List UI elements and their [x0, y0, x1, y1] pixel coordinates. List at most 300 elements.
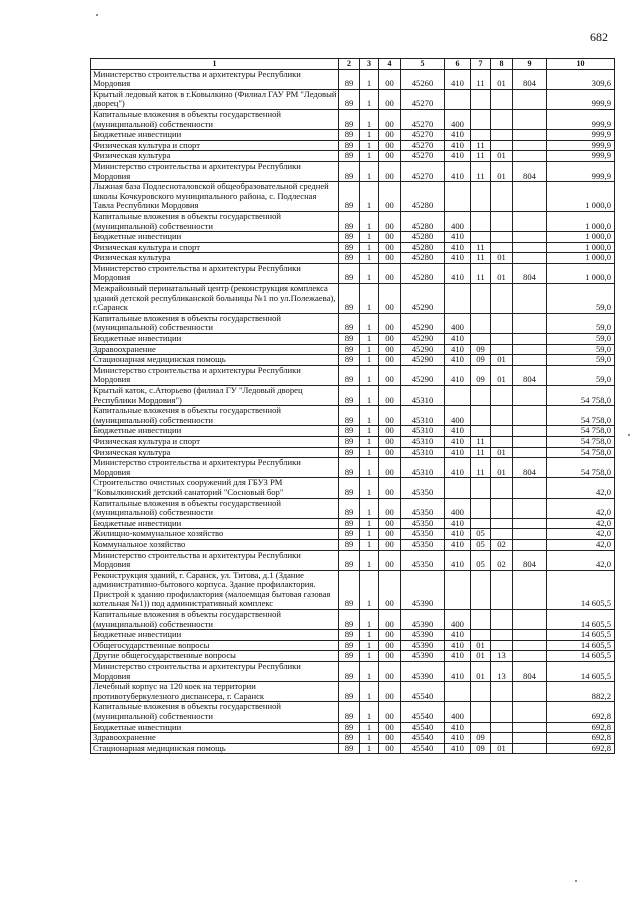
code-cell: 09 [471, 743, 491, 754]
table-row [91, 518, 615, 529]
code-cell: 45350 [401, 550, 445, 570]
code-cell: 45270 [401, 109, 445, 129]
code-cell [513, 140, 547, 151]
header-cell: 3 [360, 59, 379, 70]
code-cell [513, 89, 547, 109]
amount-cell: 59,0 [547, 313, 615, 333]
code-cell: 00 [379, 426, 401, 437]
code-cell: 1 [360, 211, 379, 231]
code-cell: 09 [471, 365, 491, 385]
code-cell: 89 [339, 386, 360, 406]
table-row [91, 182, 615, 212]
amount-cell: 999,9 [547, 161, 615, 181]
name-cell: Лечебный корпус на 120 коек на территории противотуберкулезного диспансера, г. Саранск [91, 682, 339, 702]
name-cell: Физическая культура и спорт [91, 140, 339, 151]
code-cell: 11 [471, 161, 491, 181]
code-cell [445, 682, 471, 702]
code-cell: 804 [513, 365, 547, 385]
code-cell: 1 [360, 365, 379, 385]
code-cell: 45280 [401, 242, 445, 253]
code-cell: 1 [360, 334, 379, 345]
code-cell: 1 [360, 263, 379, 283]
code-cell [445, 386, 471, 406]
amount-cell: 882,2 [547, 682, 615, 702]
scan-speck [96, 14, 98, 16]
table-row [91, 130, 615, 141]
code-cell: 00 [379, 722, 401, 733]
code-cell: 02 [491, 550, 513, 570]
code-cell [471, 478, 491, 498]
code-cell [513, 355, 547, 366]
code-cell: 00 [379, 682, 401, 702]
amount-cell: 42,0 [547, 518, 615, 529]
code-cell: 1 [360, 651, 379, 662]
code-cell: 400 [445, 406, 471, 426]
code-cell: 00 [379, 140, 401, 151]
code-cell [471, 232, 491, 243]
code-cell: 00 [379, 743, 401, 754]
code-cell: 01 [491, 458, 513, 478]
header-cell: 4 [379, 59, 401, 70]
code-cell: 1 [360, 109, 379, 129]
code-cell: 89 [339, 263, 360, 283]
amount-cell: 692,8 [547, 733, 615, 744]
amount-cell: 54 758,0 [547, 458, 615, 478]
code-cell: 45310 [401, 426, 445, 437]
code-cell: 804 [513, 550, 547, 570]
name-cell: Физическая культура и спорт [91, 436, 339, 447]
code-cell: 410 [445, 253, 471, 264]
table-row [91, 386, 615, 406]
code-cell: 45280 [401, 182, 445, 212]
code-cell: 01 [491, 151, 513, 162]
name-cell: Физическая культура [91, 253, 339, 264]
name-cell: Министерство строительства и архитектуры Республики Мордовия [91, 550, 339, 570]
code-cell [513, 682, 547, 702]
code-cell [513, 284, 547, 314]
code-cell: 09 [471, 344, 491, 355]
name-cell: Министерство строительства и архитектуры Республики Мордовия [91, 662, 339, 682]
name-cell: Физическая культура [91, 151, 339, 162]
amount-cell: 42,0 [547, 539, 615, 550]
code-cell: 1 [360, 140, 379, 151]
code-cell: 00 [379, 355, 401, 366]
code-cell: 00 [379, 313, 401, 333]
code-cell: 89 [339, 334, 360, 345]
code-cell: 00 [379, 630, 401, 641]
code-cell: 89 [339, 232, 360, 243]
code-cell [513, 344, 547, 355]
code-cell: 09 [471, 355, 491, 366]
code-cell: 410 [445, 458, 471, 478]
code-cell: 89 [339, 570, 360, 609]
code-cell: 45280 [401, 211, 445, 231]
header-cell: 5 [401, 59, 445, 70]
code-cell: 13 [491, 651, 513, 662]
code-cell: 45310 [401, 436, 445, 447]
code-cell: 11 [471, 242, 491, 253]
code-cell [513, 478, 547, 498]
name-cell: Бюджетные инвестиции [91, 130, 339, 141]
code-cell: 1 [360, 550, 379, 570]
code-cell: 89 [339, 610, 360, 630]
amount-cell: 309,6 [547, 69, 615, 89]
code-cell: 410 [445, 426, 471, 437]
name-cell: Жилищно-коммунальное хозяйство [91, 529, 339, 540]
code-cell: 1 [360, 406, 379, 426]
code-cell: 410 [445, 232, 471, 243]
table-row [91, 640, 615, 651]
code-cell: 1 [360, 743, 379, 754]
code-cell: 45390 [401, 630, 445, 641]
code-cell: 11 [471, 447, 491, 458]
code-cell: 00 [379, 69, 401, 89]
amount-cell: 999,9 [547, 89, 615, 109]
amount-cell: 1 000,0 [547, 263, 615, 283]
header-cell: 8 [491, 59, 513, 70]
code-cell [513, 498, 547, 518]
code-cell: 410 [445, 651, 471, 662]
amount-cell: 14 605,5 [547, 570, 615, 609]
code-cell: 804 [513, 662, 547, 682]
amount-cell: 59,0 [547, 344, 615, 355]
code-cell: 410 [445, 722, 471, 733]
code-cell: 89 [339, 69, 360, 89]
code-cell: 1 [360, 733, 379, 744]
code-cell: 89 [339, 253, 360, 264]
table-row [91, 211, 615, 231]
name-cell: Бюджетные инвестиции [91, 722, 339, 733]
code-cell [471, 386, 491, 406]
code-cell [471, 109, 491, 129]
code-cell: 89 [339, 211, 360, 231]
code-cell: 410 [445, 344, 471, 355]
name-cell: Стационарная медицинская помощь [91, 355, 339, 366]
code-cell: 00 [379, 662, 401, 682]
amount-cell: 54 758,0 [547, 406, 615, 426]
code-cell: 00 [379, 518, 401, 529]
code-cell: 00 [379, 529, 401, 540]
code-cell: 1 [360, 702, 379, 722]
name-cell: Крытый ледовый каток в г.Ковылкино (Филиал ГАУ РМ "Ледовый дворец") [91, 89, 339, 109]
code-cell: 45540 [401, 733, 445, 744]
table-body [91, 69, 615, 754]
code-cell [513, 529, 547, 540]
code-cell: 89 [339, 182, 360, 212]
code-cell: 00 [379, 458, 401, 478]
code-cell [513, 539, 547, 550]
code-cell: 89 [339, 140, 360, 151]
code-cell [491, 702, 513, 722]
table-row [91, 630, 615, 641]
amount-cell: 999,9 [547, 130, 615, 141]
code-cell: 45290 [401, 334, 445, 345]
code-cell: 45390 [401, 570, 445, 609]
code-cell: 45310 [401, 406, 445, 426]
table-row [91, 702, 615, 722]
table-row [91, 263, 615, 283]
header-cell: 2 [339, 59, 360, 70]
code-cell [513, 733, 547, 744]
amount-cell: 14 605,5 [547, 640, 615, 651]
code-cell [513, 386, 547, 406]
code-cell: 1 [360, 478, 379, 498]
code-cell [445, 182, 471, 212]
header-cell: 10 [547, 59, 615, 70]
amount-cell: 14 605,5 [547, 630, 615, 641]
name-cell: Капитальные вложения в объекты государственной (муниципальной) собственности [91, 109, 339, 129]
code-cell: 45310 [401, 447, 445, 458]
code-cell: 00 [379, 640, 401, 651]
code-cell: 89 [339, 550, 360, 570]
budget-table [90, 58, 615, 754]
code-cell: 804 [513, 161, 547, 181]
table-row [91, 682, 615, 702]
code-cell [491, 478, 513, 498]
code-cell: 01 [491, 253, 513, 264]
code-cell [491, 89, 513, 109]
name-cell: Капитальные вложения в объекты государственной (муниципальной) собственности [91, 313, 339, 333]
amount-cell: 14 605,5 [547, 651, 615, 662]
code-cell [491, 130, 513, 141]
code-cell: 01 [491, 743, 513, 754]
code-cell [513, 406, 547, 426]
code-cell [513, 334, 547, 345]
code-cell: 11 [471, 253, 491, 264]
code-cell [445, 89, 471, 109]
code-cell: 11 [471, 151, 491, 162]
table-row [91, 610, 615, 630]
name-cell: Капитальные вложения в объекты государственной (муниципальной) собственности [91, 498, 339, 518]
name-cell: Крытый каток, с.Атюрьево (филиал ГУ "Ледовый дворец Республики Мордовия") [91, 386, 339, 406]
code-cell: 89 [339, 743, 360, 754]
code-cell: 11 [471, 140, 491, 151]
code-cell: 45290 [401, 355, 445, 366]
code-cell [471, 313, 491, 333]
code-cell: 410 [445, 630, 471, 641]
code-cell [491, 109, 513, 129]
code-cell: 410 [445, 529, 471, 540]
code-cell: 00 [379, 733, 401, 744]
amount-cell: 42,0 [547, 550, 615, 570]
code-cell: 410 [445, 662, 471, 682]
code-cell: 00 [379, 182, 401, 212]
code-cell [491, 426, 513, 437]
code-cell: 410 [445, 539, 471, 550]
amount-cell: 1 000,0 [547, 211, 615, 231]
code-cell: 00 [379, 334, 401, 345]
code-cell: 89 [339, 498, 360, 518]
code-cell: 13 [491, 662, 513, 682]
code-cell: 11 [471, 458, 491, 478]
code-cell: 400 [445, 211, 471, 231]
table-row [91, 447, 615, 458]
code-cell: 89 [339, 722, 360, 733]
code-cell [513, 242, 547, 253]
code-cell: 01 [491, 447, 513, 458]
code-cell: 45290 [401, 365, 445, 385]
code-cell [491, 232, 513, 243]
code-cell: 410 [445, 365, 471, 385]
code-cell: 89 [339, 651, 360, 662]
code-cell: 89 [339, 702, 360, 722]
name-cell: Министерство строительства и архитектуры Республики Мордовия [91, 263, 339, 283]
scan-speck [575, 880, 577, 882]
code-cell: 89 [339, 406, 360, 426]
name-cell: Бюджетные инвестиции [91, 518, 339, 529]
code-cell [491, 682, 513, 702]
code-cell [513, 426, 547, 437]
code-cell [471, 610, 491, 630]
name-cell: Бюджетные инвестиции [91, 426, 339, 437]
code-cell: 89 [339, 344, 360, 355]
amount-cell: 692,8 [547, 722, 615, 733]
code-cell: 89 [339, 161, 360, 181]
table-row [91, 344, 615, 355]
name-cell: Коммунальное хозяйство [91, 539, 339, 550]
code-cell: 45270 [401, 140, 445, 151]
code-cell: 1 [360, 610, 379, 630]
amount-cell: 42,0 [547, 498, 615, 518]
table-row [91, 161, 615, 181]
code-cell [471, 130, 491, 141]
code-cell: 1 [360, 426, 379, 437]
code-cell: 410 [445, 550, 471, 570]
code-cell: 00 [379, 478, 401, 498]
table-header-row [91, 59, 615, 70]
code-cell [491, 529, 513, 540]
code-cell: 01 [471, 651, 491, 662]
code-cell: 11 [471, 436, 491, 447]
code-cell: 45310 [401, 386, 445, 406]
code-cell: 1 [360, 630, 379, 641]
table-row [91, 232, 615, 243]
code-cell [513, 630, 547, 641]
code-cell: 00 [379, 344, 401, 355]
name-cell: Бюджетные инвестиции [91, 232, 339, 243]
amount-cell: 59,0 [547, 334, 615, 345]
code-cell: 45280 [401, 232, 445, 243]
table-row [91, 498, 615, 518]
code-cell: 45280 [401, 253, 445, 264]
table-row [91, 140, 615, 151]
amount-cell: 1 000,0 [547, 182, 615, 212]
code-cell [491, 284, 513, 314]
code-cell: 01 [471, 662, 491, 682]
table-row [91, 458, 615, 478]
code-cell [491, 733, 513, 744]
code-cell [513, 313, 547, 333]
amount-cell: 692,8 [547, 743, 615, 754]
code-cell: 45540 [401, 702, 445, 722]
code-cell: 410 [445, 69, 471, 89]
code-cell: 410 [445, 334, 471, 345]
code-cell: 01 [491, 161, 513, 181]
code-cell: 1 [360, 386, 379, 406]
scan-speck [628, 434, 630, 436]
code-cell [513, 570, 547, 609]
code-cell [491, 344, 513, 355]
code-cell: 400 [445, 498, 471, 518]
code-cell: 45540 [401, 743, 445, 754]
code-cell: 45270 [401, 151, 445, 162]
code-cell: 410 [445, 140, 471, 151]
code-cell: 45290 [401, 344, 445, 355]
code-cell: 1 [360, 539, 379, 550]
code-cell: 00 [379, 109, 401, 129]
code-cell [491, 242, 513, 253]
code-cell: 89 [339, 447, 360, 458]
name-cell: Общегосударственные вопросы [91, 640, 339, 651]
code-cell: 1 [360, 436, 379, 447]
code-cell: 1 [360, 253, 379, 264]
code-cell: 1 [360, 313, 379, 333]
code-cell [513, 610, 547, 630]
code-cell [471, 518, 491, 529]
code-cell: 1 [360, 529, 379, 540]
code-cell: 45350 [401, 529, 445, 540]
code-cell: 05 [471, 529, 491, 540]
code-cell: 00 [379, 386, 401, 406]
code-cell: 89 [339, 436, 360, 447]
code-cell [471, 722, 491, 733]
amount-cell: 999,9 [547, 109, 615, 129]
code-cell [471, 211, 491, 231]
code-cell: 410 [445, 130, 471, 141]
code-cell: 89 [339, 539, 360, 550]
code-cell: 01 [491, 69, 513, 89]
code-cell: 00 [379, 539, 401, 550]
code-cell: 410 [445, 436, 471, 447]
code-cell [491, 640, 513, 651]
table-row [91, 313, 615, 333]
code-cell [491, 722, 513, 733]
code-cell [491, 436, 513, 447]
code-cell [491, 334, 513, 345]
code-cell: 400 [445, 610, 471, 630]
table-row [91, 355, 615, 366]
code-cell: 45310 [401, 458, 445, 478]
amount-cell: 54 758,0 [547, 436, 615, 447]
code-cell [491, 630, 513, 641]
name-cell: Физическая культура и спорт [91, 242, 339, 253]
code-cell: 1 [360, 182, 379, 212]
code-cell [491, 406, 513, 426]
code-cell: 89 [339, 458, 360, 478]
amount-cell: 59,0 [547, 284, 615, 314]
amount-cell: 1 000,0 [547, 232, 615, 243]
code-cell [491, 140, 513, 151]
code-cell: 1 [360, 151, 379, 162]
code-cell: 11 [471, 69, 491, 89]
name-cell: Здравоохранение [91, 344, 339, 355]
code-cell [491, 610, 513, 630]
code-cell: 1 [360, 232, 379, 243]
code-cell: 00 [379, 406, 401, 426]
code-cell: 804 [513, 69, 547, 89]
code-cell: 01 [491, 365, 513, 385]
amount-cell: 1 000,0 [547, 242, 615, 253]
header-cell: 9 [513, 59, 547, 70]
code-cell: 1 [360, 682, 379, 702]
code-cell: 00 [379, 284, 401, 314]
amount-cell: 54 758,0 [547, 447, 615, 458]
code-cell: 1 [360, 447, 379, 458]
code-cell [471, 334, 491, 345]
code-cell: 89 [339, 733, 360, 744]
code-cell [471, 89, 491, 109]
code-cell: 00 [379, 211, 401, 231]
